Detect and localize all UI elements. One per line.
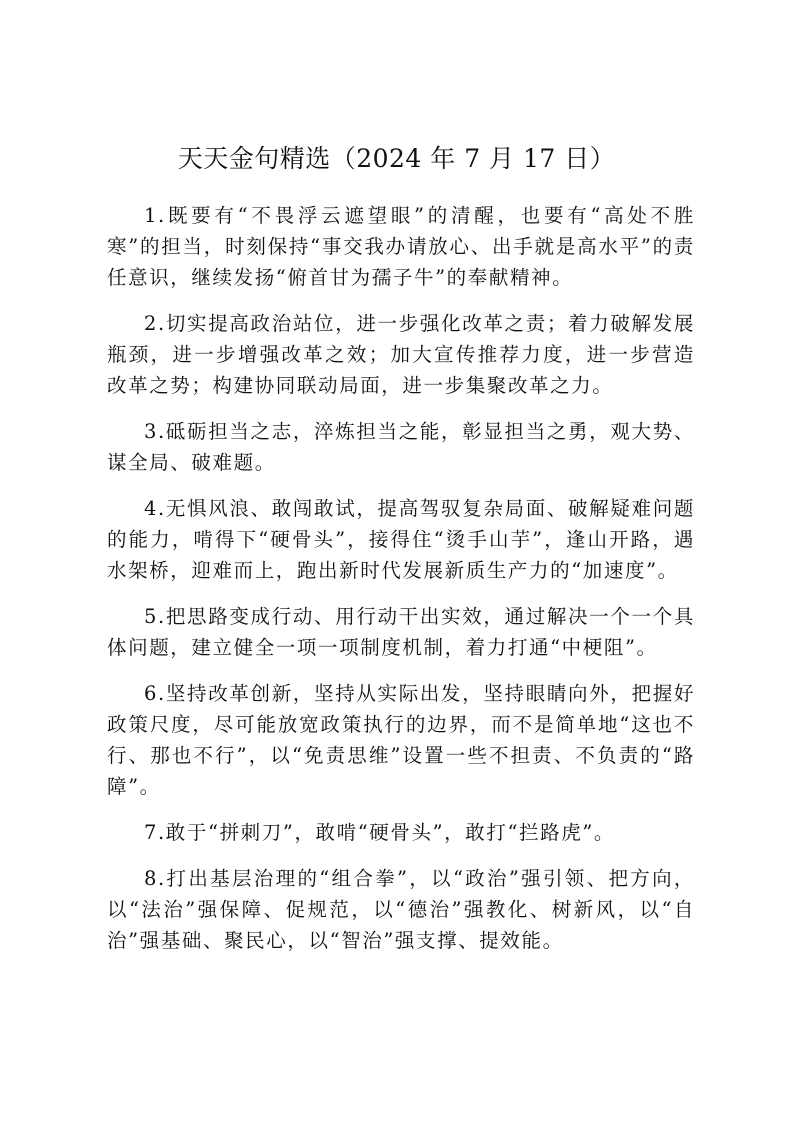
paragraph-4: 4.无惧风浪、敢闯敢试，提高驾驭复杂局面、破解疑难问题的能力，啃得下“硬骨头”，接得住“烫手山芋”，逢山开路，遇水架桥，迎难而上，跑出新时代发展新质生产力的“加速度”。 <box>107 497 695 582</box>
paragraph-8: 8.打出基层治理的“组合拳”，以“政治”强引领、把方向，以“法治”强保障、促规范，以“德治”强教化、树新风，以“自治”强基础、聚民心，以“智治”强支撑、提效能。 <box>107 867 695 952</box>
paragraph-5: 5.把思路变成行动、用行动干出实效，通过解决一个一个具体问题，建立健全一项一项制度机制，着力打通“中梗阻”。 <box>107 605 695 659</box>
document-body <box>107 200 695 971</box>
document-title: 天天金句精选（2024 年 7 月 17 日） <box>177 144 616 173</box>
paragraph-2: 2.切实提高政治站位，进一步强化改革之责；着力破解发展瓶颈，进一步增强改革之效；加大宣传推荐力度，进一步营造改革之势；构建协同联动局面，进一步集聚改革之力。 <box>107 312 695 397</box>
paragraph-1: 1.既要有“不畏浮云遮望眼”的清醒，也要有“高处不胜寒”的担当，时刻保持“事交我办请放心、出手就是高水平”的责任意识，继续发扬“俯首甘为孺子牛”的奉献精神。 <box>107 204 695 289</box>
paragraph-6: 6.坚持改革创新，坚持从实际出发，坚持眼睛向外，把握好政策尺度，尽可能放宽政策执行的边界，而不是简单地“这也不行、那也不行”，以“免责思维”设置一些不担责、不负责的“路障”。 <box>107 682 695 798</box>
paragraph-3: 3.砥砺担当之志，淬炼担当之能，彰显担当之勇，观大势、谋全局、破难题。 <box>107 420 695 474</box>
paragraph-7: 7.敢于“拼刺刀”，敢啃“硬骨头”，敢打“拦路虎”。 <box>144 821 616 844</box>
